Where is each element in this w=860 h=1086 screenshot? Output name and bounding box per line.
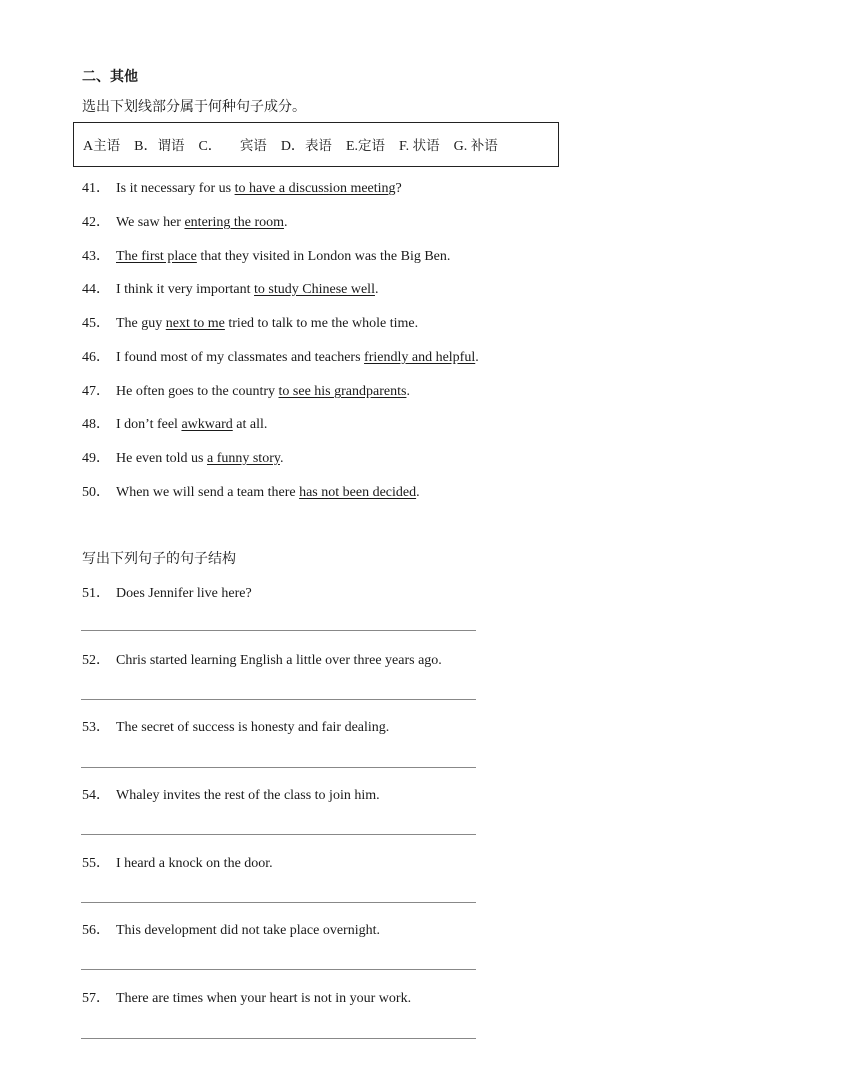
question-48: 48． I don’t feel awkward at all. [82,417,268,432]
option-a: A主语 [83,138,121,154]
question-53: 53． The secret of success is honesty and fair dealing. [82,720,390,735]
underlined-part: awkward [181,417,233,432]
option-b: B．谓语 [134,138,185,154]
question-55: 55． I heard a knock on the door. [82,856,273,871]
answer-line-55[interactable] [81,902,476,903]
answer-line-51[interactable] [81,630,476,631]
underlined-part: next to me [165,316,225,331]
answer-line-57[interactable] [81,1038,476,1039]
underlined-part: to have a discussion meeting [234,181,396,196]
options-box [73,122,559,167]
section-title: 二、其他 [82,69,138,85]
question-54: 54． Whaley invites the rest of the class to join him. [82,788,380,803]
underlined-part: has not been decided [299,485,417,500]
underlined-part: The first place [116,249,197,264]
underlined-part: to study Chinese well [254,282,375,297]
answer-line-56[interactable] [81,969,476,970]
question-47: 47． He often goes to the country to see his grandparents. [82,384,410,399]
question-46: 46． I found most of my classmates and teachers friendly and helpful. [82,350,479,365]
question-49: 49． He even told us a funny story. [82,451,284,466]
question-42: 42． We saw her entering the room. [82,215,288,230]
section-instruction: 选出下划线部分属于何种句子成分。 [82,99,306,115]
option-f: F. 状语 [399,138,440,154]
question-44: 44． I think it very important to study Chinese well. [82,282,379,297]
question-50: 50． When we will send a team there has not been decided. [82,485,420,500]
option-g: G. 补语 [453,138,498,154]
underlined-part: a funny story [206,451,280,466]
underlined-part: friendly and helpful [364,350,476,365]
question-56: 56． This development did not take place overnight. [82,923,380,938]
underlined-part: entering the room [184,215,284,230]
question-51: 51． Does Jennifer live here? [82,586,252,601]
option-d: D．表语 [280,138,332,154]
answer-line-54[interactable] [81,834,476,835]
option-e: E.定语 [345,138,385,154]
answer-line-52[interactable] [81,699,476,700]
option-c: C． 宾语 [198,138,267,154]
question-57: 57． There are times when your heart is not in your work. [82,991,412,1006]
section2-instruction: 写出下列句子的句子结构 [82,551,236,567]
question-45: 45． The guy next to me tried to talk to me the whole time. [82,316,419,331]
question-52: 52． Chris started learning English a little over three years ago. [82,653,442,668]
question-43: 43． The first place that they visited in London was the Big Ben. [82,249,451,264]
question-41: 41． Is it necessary for us to have a discussion meeting? [82,181,402,196]
underlined-part: to see his grandparents [278,384,407,399]
answer-line-53[interactable] [81,767,476,768]
